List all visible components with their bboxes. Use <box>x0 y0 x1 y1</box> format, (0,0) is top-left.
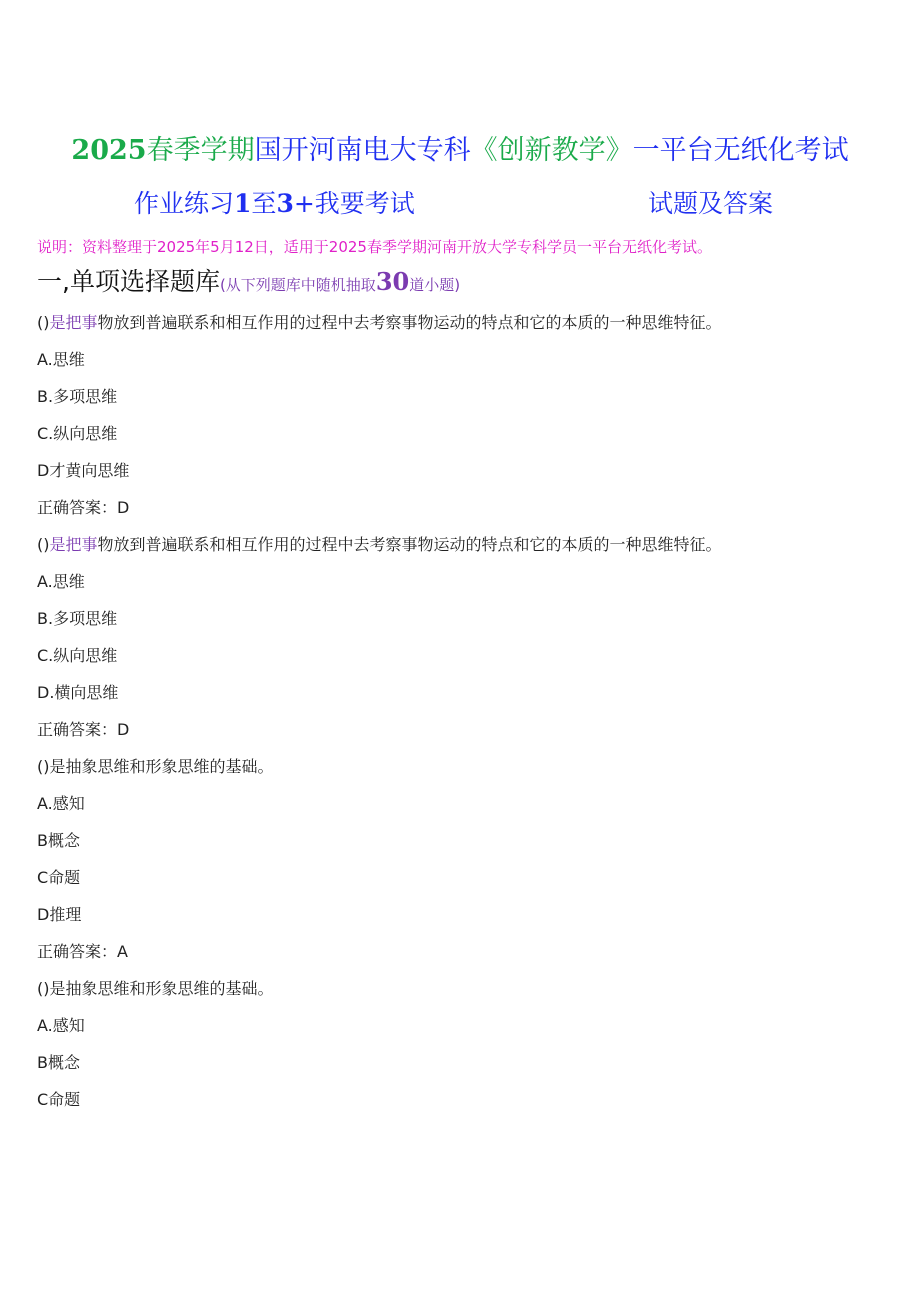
option-c: C命题 <box>37 1090 81 1109</box>
title-year: 2025 <box>71 135 147 166</box>
question-stem <box>37 752 897 789</box>
option-d: D推理 <box>37 905 82 924</box>
option-b: B.多项思维 <box>37 387 118 406</box>
title2-prefix: 作业练习 <box>134 189 235 218</box>
option-b: B概念 <box>37 1053 80 1072</box>
section-title: 一,单项选择题库 <box>37 267 220 296</box>
option-b: B概念 <box>37 831 80 850</box>
question-stem <box>37 974 897 1011</box>
stem-highlight: 是把事 <box>49 313 98 332</box>
section-count: 30 <box>375 267 410 296</box>
stem-text: 是抽象思维和形象思维的基础。 <box>49 757 274 776</box>
option-c: C命题 <box>37 868 81 887</box>
answer: 正确答案：A <box>37 942 128 961</box>
answer: 正确答案：D <box>37 720 130 739</box>
section-heading <box>37 264 460 303</box>
option-a: A.感知 <box>37 794 85 813</box>
section-sub-open: (从下列题库中随机抽取 <box>219 276 376 294</box>
stem-text: 物放到普遍联系和相互作用的过程中去考察事物运动的特点和它的本质的一种思维特征。 <box>97 535 722 554</box>
stem-highlight: 是把事 <box>49 535 98 554</box>
document-title-line2-right: 试题及答案 <box>648 189 774 218</box>
title2-num1: 1 <box>234 189 252 218</box>
stem-prefix: () <box>37 757 50 776</box>
stem-text: 物放到普遍联系和相互作用的过程中去考察事物运动的特点和它的本质的一种思维特征。 <box>97 313 722 332</box>
option-a: A.思维 <box>37 572 85 591</box>
stem-prefix: () <box>37 979 50 998</box>
title2-suffix: +我要考试 <box>293 189 415 218</box>
title2-mid: 至 <box>251 189 277 218</box>
stem-prefix: () <box>37 535 50 554</box>
title-course: 《创新教学》 <box>470 135 633 166</box>
question-stem <box>37 530 897 567</box>
title-school: 国开河南电大专科 <box>254 135 471 166</box>
option-d: D才黄向思维 <box>37 461 130 480</box>
section-sub-close: 道小题) <box>409 276 461 294</box>
option-c: C.纵向思维 <box>37 646 118 665</box>
document-note: 说明：资料整理于2025年5月12日，适用于2025春季学期河南开放大学专科学员一平台无纸化考试。 <box>37 238 712 256</box>
option-d: D.横向思维 <box>37 683 119 702</box>
option-a: A.感知 <box>37 1016 85 1035</box>
option-c: C.纵向思维 <box>37 424 118 443</box>
stem-prefix: () <box>37 313 50 332</box>
document-title-line1 <box>0 133 920 169</box>
question-stem <box>37 308 897 345</box>
option-a: A.思维 <box>37 350 85 369</box>
answer: 正确答案：D <box>37 498 130 517</box>
document-title-line2-left <box>134 186 415 222</box>
title-platform: 一平台无纸化考试 <box>632 135 849 166</box>
title2-num2: 3 <box>276 189 294 218</box>
stem-text: 是抽象思维和形象思维的基础。 <box>49 979 274 998</box>
title-term: 春季学期 <box>146 135 255 166</box>
question-list <box>37 308 897 1122</box>
option-b: B.多项思维 <box>37 609 118 628</box>
